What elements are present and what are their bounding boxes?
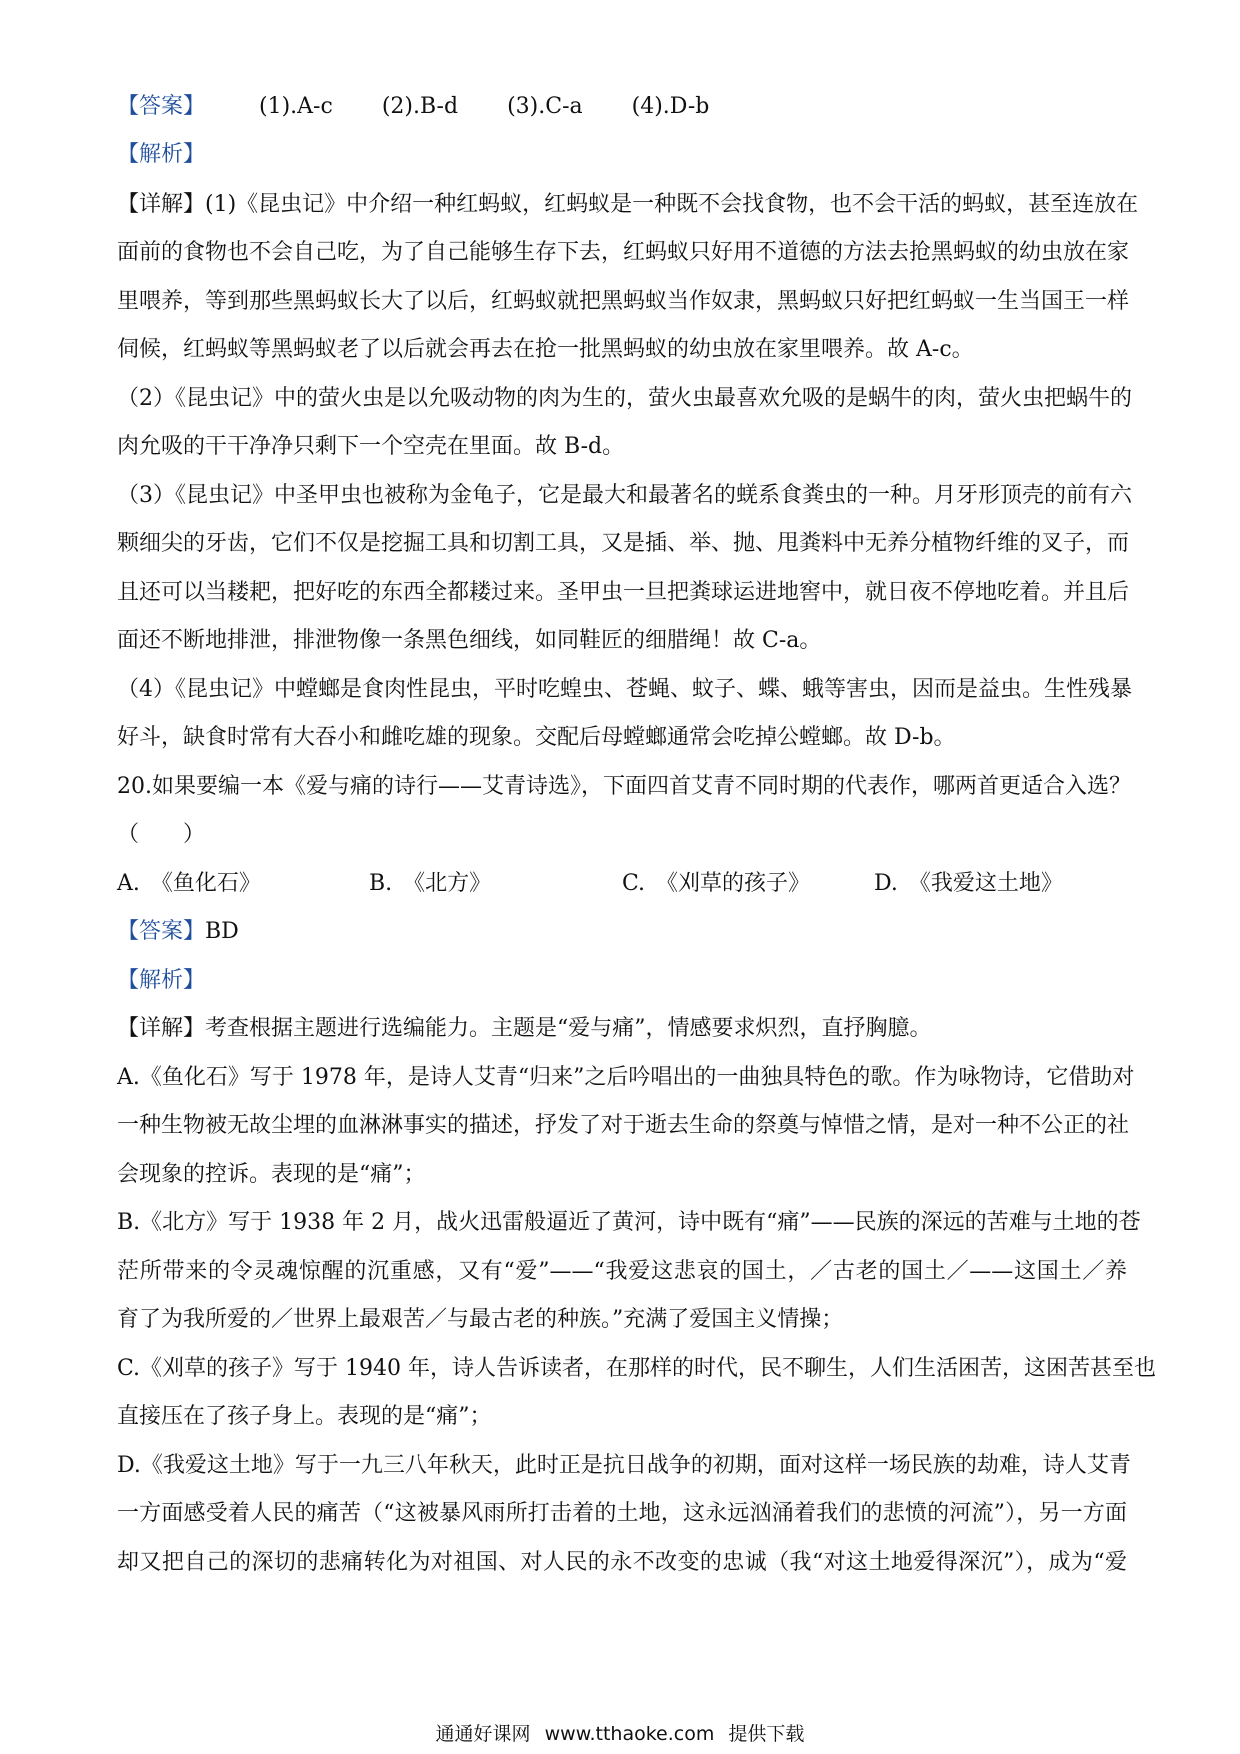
- q20-options: [117, 869, 1127, 899]
- text-line: 面前的食物也不会自己吃，为了自己能够生存下去，红蚂蚁只好用不道德的方法去抢黑蚂蚁的幼虫放在家: [117, 240, 1130, 265]
- q20-answer-line: [117, 917, 1127, 947]
- footer-url-link[interactable]: www.tthaoke.com: [544, 1723, 715, 1745]
- analysis-tag: 【解析】: [117, 142, 206, 167]
- q20-question: 20.如果要编一本《爱与痛的诗行——艾青诗选》，下面四首艾青不同时期的代表作，哪两首更适合入选？: [117, 774, 1131, 799]
- text-line: （4）《昆虫记》中螳螂是食肉性昆虫，平时吃蝗虫、苍蝇、蚊子、蝶、蛾等害虫，因而是益虫。生性残暴: [117, 677, 1133, 702]
- detail-tag: 【详解】: [117, 192, 206, 217]
- text-line: 直接压在了孩子身上。表现的是“痛”；: [117, 1404, 492, 1429]
- answer-item: (4).D-b: [631, 94, 710, 119]
- page-footer: [0, 1722, 1240, 1746]
- text-line: （2）《昆虫记》中的萤火虫是以允吸动物的肉为生的，萤火虫最喜欢允吸的是蜗牛的肉，萤火虫把蜗牛的: [117, 386, 1133, 411]
- answer-item: (2).B-d: [381, 94, 459, 119]
- analysis-tag: 【解析】: [117, 968, 206, 993]
- text-line: 茫所带来的令灵魂惊醒的沉重感，又有“爱”——“我爱这悲哀的国土，／古老的国土／——这国土／养: [117, 1259, 1127, 1284]
- answer-value: BD: [205, 919, 239, 944]
- text-line: 面还不断地排泄，排泄物像一条黑色细线，如同鞋匠的细腊绳！故 C-a。: [117, 628, 822, 653]
- text-line: A.《鱼化石》写于 1978 年，是诗人艾青“归来”之后吟唱出的一曲独具特色的歌。作为咏物诗，它借助对: [117, 1065, 1135, 1090]
- text-line: 一方面感受着人民的痛苦（“这被暴风雨所打击着的土地，这永远汹涌着我们的悲愤的河流”），另一方面: [117, 1501, 1127, 1526]
- answer-tag: 【答案】: [117, 94, 206, 119]
- option-b: B. 《北方》: [369, 871, 492, 896]
- text-line: （3）《昆虫记》中圣甲虫也被称为金龟子，它是最大和最著名的蜣系食粪虫的一种。月牙形顶壳的前有六: [117, 483, 1133, 508]
- q20-detail-line: [117, 1014, 1127, 1044]
- text-line: 且还可以当耧耙，把好吃的东西全都耧过来。圣甲虫一旦把粪球运进地窖中，就日夜不停地吃着。并且后: [117, 580, 1130, 605]
- text-line: 育了为我所爱的／世界上最艰苦／与最古老的种族。”充满了爱国主义情操；: [117, 1307, 844, 1332]
- text-line: 会现象的控诉。表现的是“痛”；: [117, 1162, 426, 1187]
- text-line: 却又把自己的深切的悲痛转化为对祖国、对人民的永不改变的忠诚（我“对这土地爱得深沉”），成为“爱: [117, 1550, 1127, 1575]
- text-line: 肉允吸的干干净净只剩下一个空壳在里面。故 B-d。: [117, 434, 625, 459]
- text-line: 伺候，红蚂蚁等黑蚂蚁老了以后就会再去在抢一批黑蚂蚁的幼虫放在家里喂养。故 A-c。: [117, 337, 974, 362]
- option-a: A. 《鱼化石》: [117, 871, 261, 896]
- text-line: B.《北方》写于 1938 年 2 月，战火迅雷般逼近了黄河，诗中既有“痛”——民族的深远的苦难与土地的苍: [117, 1210, 1141, 1235]
- text-line: C.《刈草的孩子》写于 1940 年，诗人告诉读者，在那样的时代，民不聊生，人们生活困苦，这困苦甚至也: [117, 1356, 1157, 1381]
- q20-analysis-heading: [117, 966, 1127, 996]
- q19-analysis-heading: [117, 140, 1127, 170]
- option-c: C. 《刈草的孩子》: [622, 871, 811, 896]
- text-line: 考查根据主题进行选编能力。主题是“爱与痛”，情感要求炽烈，直抒胸臆。: [205, 1016, 932, 1041]
- q19-answer-line: [117, 92, 1127, 122]
- footer-note: 提供下载: [728, 1723, 805, 1745]
- text-line: D.《我爱这土地》写于一九三八年秋天，此时正是抗日战争的初期，面对这样一场民族的劫难，诗人艾青: [117, 1453, 1131, 1478]
- detail-tag: 【详解】: [117, 1016, 206, 1041]
- q20-answer-blank: （ ）: [117, 822, 206, 847]
- text-line: 一种生物被无故尘埋的血淋淋事实的描述，抒发了对于逝去生命的祭奠与悼惜之情，是对一种不公正的社: [117, 1113, 1130, 1138]
- text-line: 颗细尖的牙齿，它们不仅是挖掘工具和切割工具，又是插、举、抛、甩粪料中无养分植物纤维的叉子，而: [117, 531, 1130, 556]
- text-line: 好斗，缺食时常有大吞小和雌吃雄的现象。交配后母螳螂通常会吃掉公螳螂。故 D-b。: [117, 725, 956, 750]
- q19-detail-line: [117, 190, 1139, 220]
- answer-item: (1).A-c: [259, 94, 333, 119]
- answer-tag: 【答案】: [117, 919, 206, 944]
- text-line: (1)《昆虫记》中介绍一种红蚂蚁，红蚂蚁是一种既不会找食物，也不会干活的蚂蚁，甚至连放在: [205, 192, 1139, 217]
- footer-site-name: 通通好课网: [435, 1723, 531, 1745]
- answer-item: (3).C-a: [507, 94, 583, 119]
- option-d: D. 《我爱这土地》: [874, 871, 1063, 896]
- text-line: 里喂养，等到那些黑蚂蚁长大了以后，红蚂蚁就把黑蚂蚁当作奴隶，黑蚂蚁只好把红蚂蚁一生当国王一样: [117, 289, 1130, 314]
